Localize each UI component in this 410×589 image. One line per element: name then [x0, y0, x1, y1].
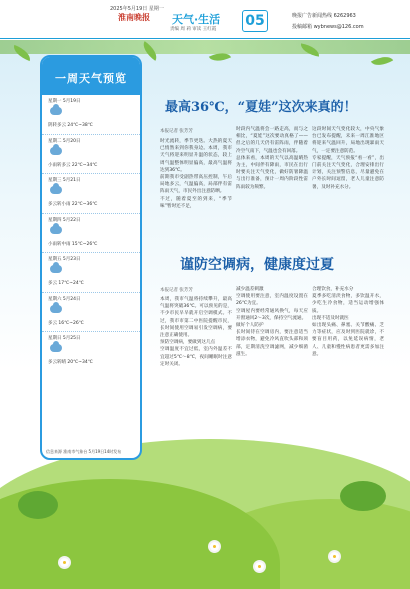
bush-decoration — [18, 491, 58, 519]
leaf-icon — [371, 52, 393, 71]
flower-icon — [330, 552, 339, 561]
forecast-weather: 多云转晴 20℃~34℃ — [48, 360, 93, 365]
forecast-date: 星期四 5月22日 — [48, 217, 81, 223]
forecast-date: 星期五 5月23日 — [48, 257, 81, 262]
forecast-source: 信息来源 淮南市气象台 5月19日14时发布 — [46, 449, 122, 454]
article1-column-1: 时光流转，季节更迭。大热的夏天已悄然来到你我身边。本周，我市天气将迎来明显升温的状态，较上周气温整体明显偏高，最高气温将达到36℃。 前期我市受副热带高压控制，午后局地多云，气温偏高，局部伴有雷阵雨天气，市民外出注意防晒。 不过，随着夏至的到来，“季节味”暂时还不足， — [160, 139, 232, 209]
cloud-icon — [50, 107, 62, 115]
cloud-icon — [50, 147, 62, 155]
submission-email: 投稿邮箱 wybnews@126.com — [292, 24, 364, 30]
forecast-weather: 小雨转多云 22℃~34℃ — [48, 162, 98, 168]
article1-headline: 最高36℃，“夏娃”这次来真的！ — [165, 100, 357, 115]
weekly-forecast-panel — [40, 55, 142, 460]
flower-icon — [255, 562, 264, 571]
article2-column-2: 减少温差刺激 空调使用要注意，室内温度设置在26℃为宜。 空调屋内要经常通风换气，每天应开窗通风2～3次，保持空气流通。 做好个人防护 长时间待在空调房内，要注意适当增添衣物，避免冷风直吹头部和颈部，定期清洗空调滤网，减少细菌滋生。 — [236, 287, 308, 357]
forecast-day — [42, 293, 140, 333]
article2-byline: 本报记者 张芳芳 — [160, 288, 193, 293]
article2-headline: 谨防空调病，健康度过夏 — [180, 257, 334, 273]
forecast-date: 星期六 5月24日 — [48, 296, 81, 302]
forecast-day — [42, 135, 140, 175]
article1-byline: 本报记者 张芳芳 — [160, 129, 193, 134]
forecast-weather: 多云转小雨 22℃~36℃ — [48, 202, 98, 207]
article1-column-3: 这段时间天气变化较大，中央气象台已发布提醒，未来一周江淮地区将迎来气温回升，局地出现暴雨天气，一定要注意防范。 专家提醒，天气预报“看一看”，出门前关注天气变化，合理安排出行计划，关注预警信息，尽量避免在户外长时间逗留，老人儿童注意防暑，及时补充水分。 — [312, 127, 384, 190]
article1-column-2: 时段内气温将会一路走高，而与之相比，“夏娃”这次要动真格了——但之后的几天仍有雷阵雨，伴随着冷空气南下，气温也会有回落。 总体来看，本周的天气以高温晴热为主，中间伴有降雨，市民在出行时要关注天气变化，做好防暑降温与出行准备，预计一周内阶段性雷阵雨较为频繁。 — [236, 127, 308, 190]
newspaper-logo: 淮南晚报 — [118, 12, 150, 22]
cloud-icon — [50, 344, 62, 352]
news-hotline: 晚报广告新闻热线 6262963 — [292, 13, 356, 19]
flower-icon — [210, 542, 219, 551]
flower-icon — [60, 558, 69, 567]
forecast-day — [42, 332, 140, 372]
forecast-date: 星期二 5月20日 — [48, 138, 81, 144]
masthead-divider — [0, 38, 410, 39]
masthead — [0, 0, 410, 40]
editor-credits: 责编 周 莉 审读 王红霞 — [170, 27, 217, 32]
cloud-icon — [50, 186, 62, 194]
issue-date: 2025年5月19日 星期一 — [110, 6, 164, 12]
forecast-weather: 多云 17℃~24℃ — [48, 281, 84, 286]
forecast-day — [42, 253, 140, 293]
forecast-date: 星期三 5月21日 — [48, 178, 81, 183]
forecast-day — [42, 95, 140, 135]
forecast-weather: 多云 16℃~26℃ — [48, 320, 84, 326]
bush-decoration — [340, 481, 386, 511]
forecast-day — [42, 214, 140, 254]
forecast-date: 星期日 5月25日 — [48, 336, 81, 341]
forecast-title: 一周天气预览 — [42, 57, 140, 95]
forecast-date: 星期一 5月19日 — [48, 99, 81, 104]
page-number: 05 — [242, 10, 268, 32]
cloud-icon — [50, 226, 62, 234]
vine-decoration — [0, 40, 410, 54]
forecast-day — [42, 174, 140, 214]
cloud-icon — [50, 305, 62, 313]
forecast-weather: 阴转多云 24℃~38℃ — [48, 123, 93, 128]
article2-column-3: 合理饮食，补充水分 夏季多吃清淡食物，多饮温开水，少吃生冷食物，适当运动增强体质。 出现不适及时就医 如出现头痛、鼻塞、关节酸痛、乏力等症状，应及时到医院就诊，不要盲目用药，以免延误病情，老人、儿童和慢性病患者更需多加注意。 — [312, 287, 384, 357]
forecast-weather: 小雨转中雨 15℃~26℃ — [48, 241, 98, 247]
article2-column-1: 本周，我市气温将持续攀升，最高气温将突破36℃。可以预见的是，不少市民早早就开启空调模式。不过，我市市第二中医院提醒市民，长时间使用空调易引发空调病，要注意正确使用。 预防空调病，要做到这几点 空调温度不宜过低，室内外温差不宜超过5℃～8℃，夜间睡眠时注意定时关闭。 — [160, 297, 232, 367]
section-title: 天气·生活 — [172, 13, 221, 26]
cloud-icon — [50, 265, 62, 273]
